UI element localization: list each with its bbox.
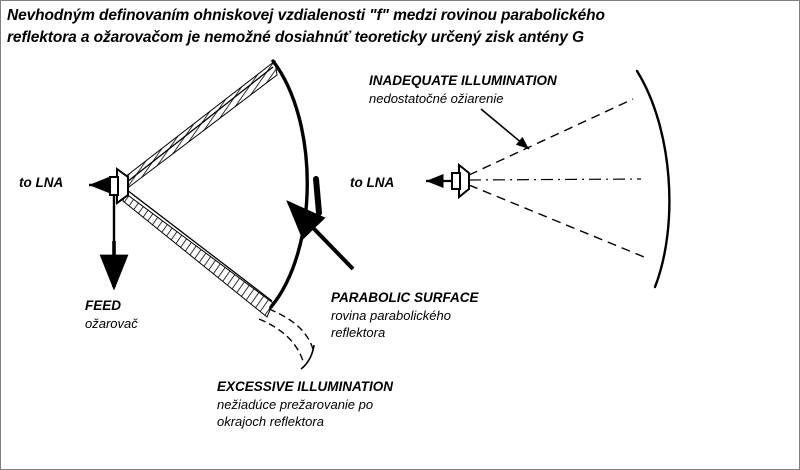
parabolic-surface-highlight: [316, 179, 319, 213]
label-inadequate-illumination-sk: nedostatočné ožiarenie: [369, 91, 504, 106]
page-title-line-2: reflektora a ožarovačom je nemožné dosiahnúť teoreticky určený zisk antény G: [7, 29, 584, 47]
label-inadequate-illumination-en: INADEQUATE ILLUMINATION: [369, 73, 557, 88]
label-to-lna-left: to LNA: [19, 175, 64, 190]
label-excessive-illumination-en: EXCESSIVE ILLUMINATION: [217, 379, 394, 394]
right-dish-surface: [637, 71, 669, 287]
label-feed-en: FEED: [85, 298, 122, 313]
label-parabolic-surface-sk-1: rovina parabolického: [331, 308, 451, 323]
left-spillover-arc-2: [259, 319, 303, 361]
label-excessive-illumination-sk-2: okrajoch reflektora: [217, 414, 324, 429]
inadequate-illumination-arrow: [481, 109, 529, 149]
left-spillover-arc: [269, 309, 313, 349]
right-inadequate-beam: [469, 99, 649, 259]
left-feed-horn: [110, 169, 128, 203]
excessive-illumination-pointer: [301, 345, 314, 369]
antenna-diagram-graphics: [1, 1, 800, 470]
label-parabolic-surface-en: PARABOLIC SURFACE: [331, 290, 479, 305]
right-feed-horn: [452, 165, 469, 197]
left-beam-edges: [127, 67, 273, 301]
page-title-line-1: Nevhodným definovaním ohniskovej vzdialenosti "f" medzi rovinou parabolického: [7, 7, 605, 24]
label-excessive-illumination-sk-1: nežiadúce prežarovanie po: [217, 397, 374, 412]
left-excessive-beam-lower: [123, 193, 273, 317]
label-feed-sk: ožarovač: [85, 316, 138, 331]
label-parabolic-surface-sk-2: reflektora: [331, 325, 386, 340]
label-to-lna-right: to LNA: [350, 175, 395, 190]
left-dish-surface: [271, 61, 307, 307]
